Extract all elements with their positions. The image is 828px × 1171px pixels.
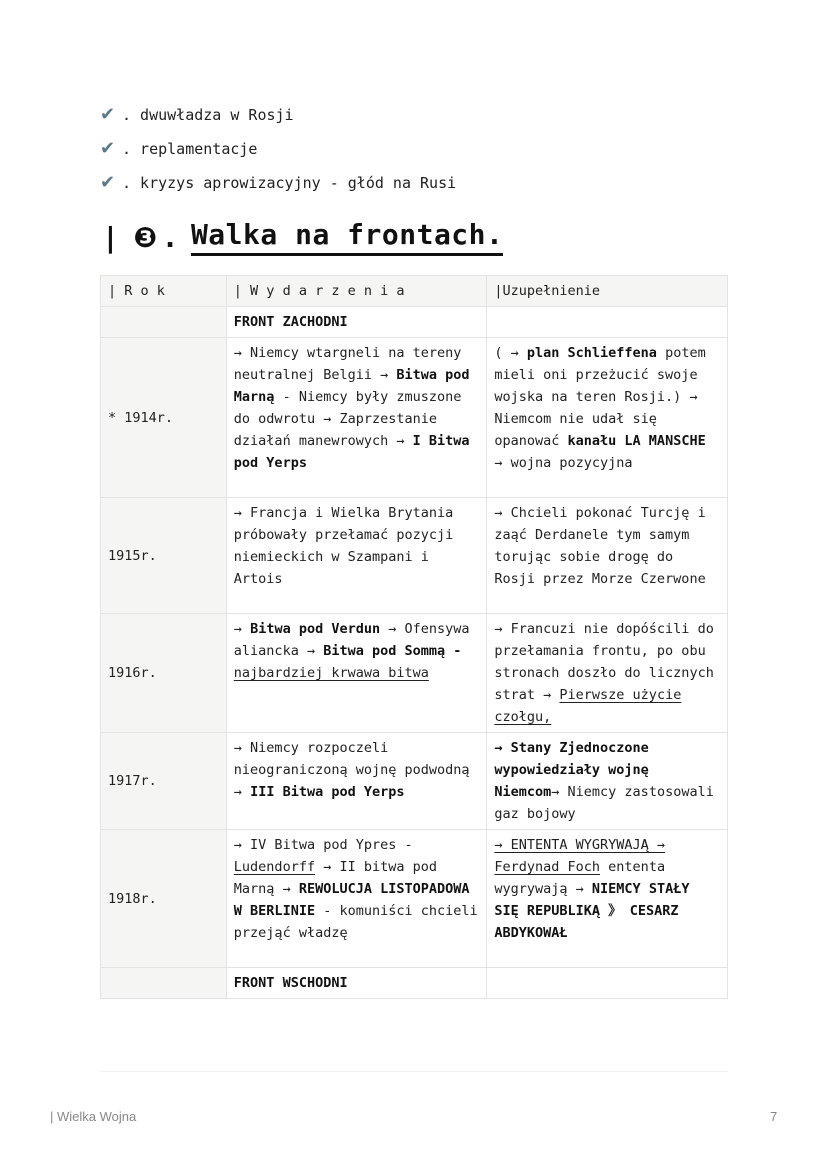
heading-bar: |	[102, 220, 120, 254]
section-number: ❸	[133, 220, 158, 254]
year-cell: 1915r.	[101, 498, 227, 614]
checklist-item	[100, 98, 456, 132]
text-run: → Niemcy rozpoczeli nieograniczoną wojnę podwodną →	[233, 740, 470, 800]
table-row	[101, 498, 728, 614]
fronts-table	[100, 275, 728, 999]
section-heading	[102, 218, 503, 256]
heavy-check-mark-icon: ✔	[100, 172, 116, 193]
checklist-item	[100, 166, 456, 200]
text-run: → Niemcy wtargneli na tereny neutralnej Belgii →	[233, 345, 462, 383]
text-run: REWOLUCJA LISTOPADOWA W BERLINIE	[233, 881, 470, 919]
text-run: kanału LA MANSCHE	[567, 433, 706, 449]
events-cell	[226, 498, 487, 614]
text-run: ( →	[494, 345, 527, 361]
checklist-item-text: . kryzys aprowizacyjny - głód na Rusi	[122, 174, 457, 192]
table-cell	[487, 307, 728, 338]
notes-cell	[487, 830, 728, 968]
text-run: → Ofensywa aliancka →	[233, 621, 470, 659]
events-cell	[226, 733, 487, 830]
table-row	[101, 830, 728, 968]
notes-cell	[487, 338, 728, 498]
header-year: | R o k	[101, 276, 227, 307]
year-cell: 1918r.	[101, 830, 227, 968]
text-run: → wojna pozycyjna	[494, 455, 633, 471]
text-run: potem mieli oni przeżucić swoje wojska na teren Rosji.) → Niemcom nie udał się opanować	[494, 345, 706, 449]
text-run: → Chcieli pokonać Turcję i zaąć Derdanele tym samym torując sobie drogę do Rosji przez Morze Czerwone	[494, 505, 706, 587]
front-west-label	[226, 307, 487, 338]
text-run: Bitwa pod Verdun	[250, 621, 381, 637]
heavy-check-mark-icon: ✔	[100, 138, 116, 159]
front-east-text: FRONT WSCHODNI	[233, 975, 348, 991]
text-run: I Bitwa pod Yerps	[233, 433, 470, 471]
text-run: → Francja i Wielka Brytania próbowały przełamać pozycji niemieckich w Szampani i Artois	[233, 505, 454, 587]
text-run: → Niemcy zastosowali gaz bojowy	[494, 784, 714, 822]
header-notes: |Uzupełnienie	[487, 276, 728, 307]
text-run: - komuniści chcieli przejąć władzę	[233, 903, 478, 941]
table-header-row	[101, 276, 728, 307]
text-run: Bitwa pod Sommą -	[323, 643, 462, 659]
text-run: NIEMCY STAŁY SIĘ REPUBLIKĄ 》 CESARZ ABDYKOWAŁ	[494, 881, 690, 941]
text-run: → Francuzi nie dopóścili do przełamania frontu, po obu stronach doszło do licznych strat →	[494, 621, 714, 703]
text-run: - Niemcy były zmuszone do odwrotu → Zaprzestanie działań manewrowych →	[233, 389, 462, 449]
text-run: → ENTENTA WYGRYWAJĄ → Ferdynad Foch	[494, 837, 666, 875]
text-run: Pierwsze użycie czołgu,	[494, 687, 682, 725]
heavy-check-mark-icon: ✔	[100, 104, 116, 125]
text-run: plan Schlieffena	[526, 345, 657, 361]
year-rows	[101, 338, 728, 968]
notes-cell	[487, 733, 728, 830]
notes-cell	[487, 614, 728, 733]
table-row	[101, 338, 728, 498]
year-cell: * 1914r.	[101, 338, 227, 498]
year-cell: 1916r.	[101, 614, 227, 733]
page-number: 7	[770, 1109, 778, 1124]
notes-cell	[487, 498, 728, 614]
front-east-label	[226, 968, 487, 999]
events-cell	[226, 338, 487, 498]
text-run: Bitwa pod Marną	[233, 367, 470, 405]
events-cell	[226, 614, 487, 733]
text-run: → II bitwa pod Marną →	[233, 859, 437, 897]
front-east-row	[101, 968, 728, 999]
header-events: | W y d a r z e n i a	[226, 276, 487, 307]
checklist-item	[100, 132, 456, 166]
table-cell	[487, 968, 728, 999]
table-row	[101, 614, 728, 733]
front-west-text: FRONT ZACHODNI	[233, 314, 348, 330]
heading-dot: .	[161, 220, 179, 254]
table-cell	[101, 968, 227, 999]
section-title: Walka na frontach.	[191, 218, 503, 256]
year-cell: 1917r.	[101, 733, 227, 830]
table-row	[101, 733, 728, 830]
checklist	[100, 98, 456, 200]
text-run: ententa wygrywają →	[494, 859, 666, 897]
checklist-item-text: . dwuwładza w Rosji	[122, 106, 294, 124]
footer-divider	[100, 1071, 728, 1072]
text-run: najbardziej krwawa bitwa	[233, 665, 429, 681]
table-cell	[101, 307, 227, 338]
front-west-row	[101, 307, 728, 338]
footer-title: | Wielka Wojna	[50, 1109, 137, 1124]
text-run: →	[233, 621, 251, 637]
text-run: → IV Bitwa pod Ypres -	[233, 837, 413, 853]
checklist-item-text: . replamentacje	[122, 140, 258, 158]
text-run: Ludendorff	[233, 859, 316, 875]
events-cell	[226, 830, 487, 968]
text-run: III Bitwa pod Yerps	[250, 784, 405, 800]
text-run: → Stany Zjednoczone wypowiedziały wojnę Niemcom	[494, 740, 649, 800]
